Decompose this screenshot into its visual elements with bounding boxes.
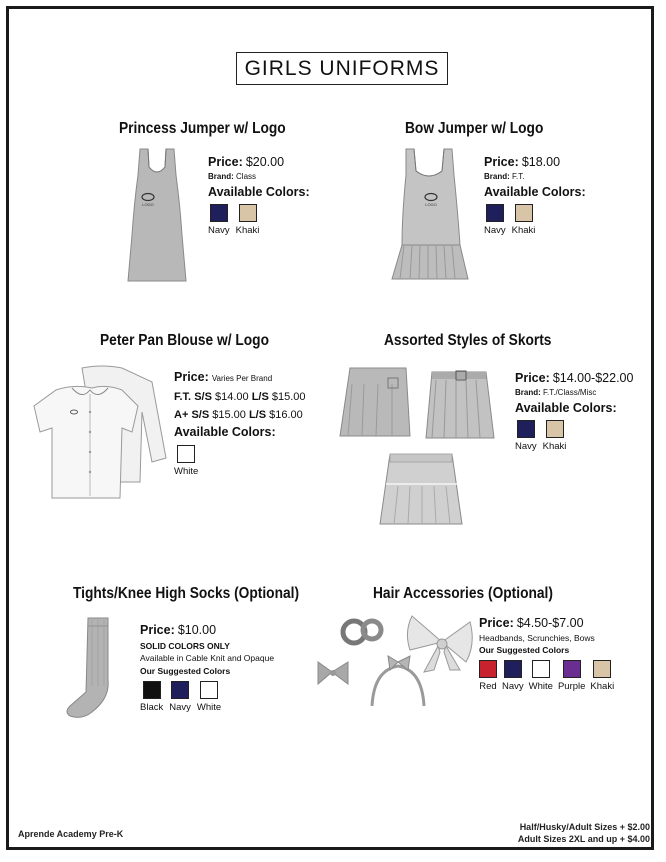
note-available: Available in Cable Knit and Opaque	[140, 653, 275, 664]
item-title-tights: Tights/Knee High Socks (Optional)	[73, 585, 300, 602]
color-name: Black	[140, 701, 164, 713]
brand-label: Brand:	[515, 387, 541, 397]
footer-size-notes	[518, 821, 650, 845]
hair-accessories-image	[314, 610, 472, 718]
color-box	[593, 660, 611, 678]
color-name: Navy	[484, 225, 506, 237]
colors-label: Available Colors:	[484, 184, 586, 199]
tights-info	[140, 623, 274, 714]
price-value: $20.00	[245, 155, 285, 169]
price-label: Price:	[174, 370, 209, 384]
swatch-navy	[515, 420, 537, 453]
item-title-princess-jumper: Princess Jumper w/ Logo	[119, 120, 286, 137]
price-label: Price:	[479, 616, 514, 630]
color-swatches	[174, 445, 306, 478]
price-value: $4.50-$7.00	[516, 616, 584, 630]
color-box	[210, 204, 228, 222]
color-name: Khaki	[511, 225, 536, 237]
color-box	[563, 660, 581, 678]
swatch-khaki	[590, 660, 614, 693]
color-box	[532, 660, 550, 678]
page-title: GIRLS UNIFORMS	[236, 52, 448, 85]
swatch-navy	[169, 681, 191, 714]
color-name: Navy	[502, 681, 524, 692]
price-line-ft: F.T. S/S $14.00 L/S $15.00	[174, 390, 306, 403]
color-box	[239, 204, 257, 222]
color-swatches	[140, 681, 274, 714]
swatch-navy	[484, 204, 506, 237]
princess-jumper-image	[124, 145, 190, 285]
colors-label: Available Colors:	[208, 184, 310, 199]
colors-label: Available Colors:	[174, 425, 276, 440]
price-value: Varies Per Brand	[211, 374, 273, 383]
brand-label: Brand:	[484, 171, 510, 181]
colors-label: Available Colors:	[515, 400, 617, 415]
color-name: White	[174, 465, 199, 477]
swatch-khaki	[512, 204, 536, 237]
color-box	[171, 681, 189, 699]
skorts-image	[338, 366, 514, 528]
price-label: Price:	[484, 155, 519, 169]
brand-label: Brand:	[208, 171, 234, 181]
footer-school-name: Aprende Academy Pre-K	[18, 829, 124, 839]
color-swatches	[208, 204, 310, 237]
item-title-bow-jumper: Bow Jumper w/ Logo	[405, 120, 544, 137]
svg-text:LOGO: LOGO	[425, 202, 437, 207]
swatch-white	[174, 445, 198, 478]
item-title-hair-accessories: Hair Accessories (Optional)	[373, 585, 553, 602]
color-box	[486, 204, 504, 222]
color-name: Navy	[515, 441, 537, 453]
swatch-navy	[502, 660, 524, 693]
price-value: $14.00-$22.00	[552, 371, 634, 385]
color-name: Red	[479, 681, 497, 692]
color-name: Khaki	[590, 681, 615, 692]
price-line-aplus: A+ S/S $15.00 L/S $16.00	[174, 408, 303, 421]
item-title-peter-pan-blouse: Peter Pan Blouse w/ Logo	[100, 332, 269, 349]
swatch-white	[529, 660, 553, 693]
size-note-half-husky-adult: Half/Husky/Adult Sizes + $2.00	[519, 822, 650, 832]
skorts-info	[515, 371, 633, 453]
color-name: Khaki	[542, 441, 567, 453]
color-name: Navy	[169, 701, 191, 713]
color-swatches	[515, 420, 633, 453]
brand-value: F.T.	[512, 171, 525, 181]
color-swatches	[479, 660, 614, 693]
color-box	[143, 681, 161, 699]
color-box	[479, 660, 497, 678]
colors-label: Our Suggested Colors	[479, 645, 570, 656]
princess-jumper-info	[208, 155, 310, 237]
color-box	[200, 681, 218, 699]
price-label: Price:	[140, 623, 175, 637]
item-title-skorts: Assorted Styles of Skorts	[384, 332, 552, 349]
peter-pan-blouse-info	[174, 370, 306, 478]
price-label: Price:	[208, 155, 243, 169]
note-accessory-types: Headbands, Scrunchies, Bows	[479, 632, 595, 643]
brand-value: Class	[236, 171, 257, 181]
swatch-red	[479, 660, 497, 693]
color-box	[177, 445, 195, 463]
color-name: White	[528, 681, 553, 692]
color-name: White	[196, 701, 222, 713]
color-swatches	[484, 204, 586, 237]
color-name: Navy	[208, 225, 230, 237]
color-box	[546, 420, 564, 438]
knee-high-sock-image	[62, 616, 124, 720]
peter-pan-blouse-image	[34, 362, 170, 504]
swatch-purple	[558, 660, 585, 693]
brand-value: F.T./Class/Misc	[543, 387, 597, 397]
price-label: Price:	[515, 371, 550, 385]
swatch-khaki	[236, 204, 260, 237]
color-box	[517, 420, 535, 438]
price-value: $18.00	[521, 155, 561, 169]
color-box	[515, 204, 533, 222]
colors-label: Our Suggested Colors	[140, 666, 231, 676]
hair-accessories-info	[479, 616, 614, 693]
bow-jumper-info	[484, 155, 586, 237]
color-box	[504, 660, 522, 678]
swatch-white	[197, 681, 221, 714]
note-solid-colors: SOLID COLORS ONLY	[140, 640, 230, 651]
color-name: Purple	[557, 681, 586, 692]
bow-jumper-image	[388, 145, 470, 283]
swatch-khaki	[543, 420, 567, 453]
size-note-adult-2xl: Adult Sizes 2XL and up + $4.00	[517, 834, 650, 845]
color-name: Khaki	[235, 225, 260, 237]
price-value: $10.00	[177, 623, 217, 637]
swatch-black	[140, 681, 163, 714]
swatch-navy	[208, 204, 230, 237]
svg-text:LOGO: LOGO	[142, 202, 154, 207]
